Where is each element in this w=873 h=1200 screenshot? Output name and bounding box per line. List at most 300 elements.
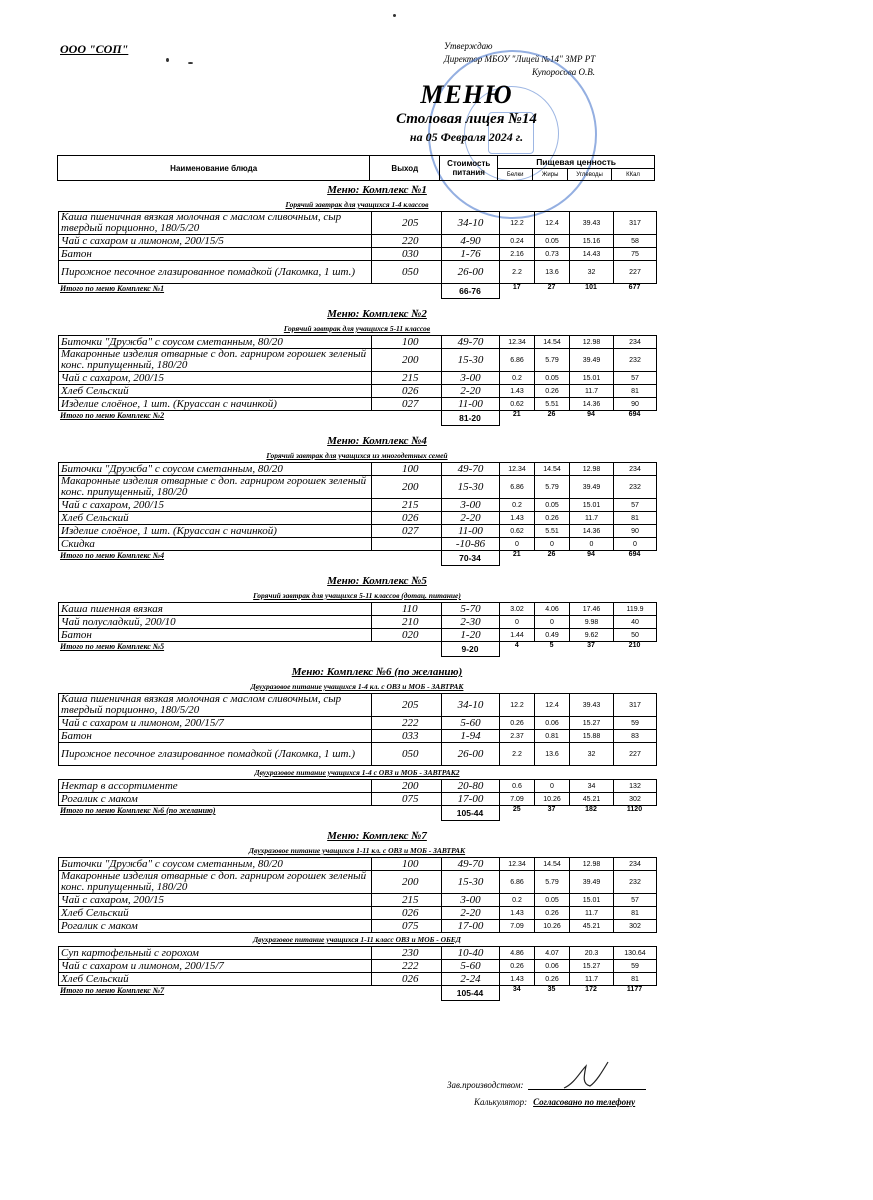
total-carbs: 94 bbox=[587, 551, 595, 558]
dish-kcal: 234 bbox=[614, 463, 657, 476]
total-price: 9-20 bbox=[441, 642, 499, 657]
dish-carbs: 12.98 bbox=[570, 463, 614, 476]
dish-price: 15-30 bbox=[442, 871, 500, 894]
dish-carbs: 34 bbox=[570, 780, 614, 793]
dish-price: -10-86 bbox=[442, 538, 500, 551]
dish-kcal: 90 bbox=[614, 398, 657, 411]
dish-fat: 0.49 bbox=[535, 629, 570, 642]
group-subtitle: Горячий завтрак для учащихся 5-11 классов bbox=[283, 324, 431, 333]
complex-section bbox=[58, 574, 656, 665]
total-protein: 4 bbox=[514, 642, 519, 649]
dish-price: 1-20 bbox=[442, 629, 500, 642]
dish-kcal: 75 bbox=[614, 248, 657, 261]
total-label: Итого по меню Комплекс №2 bbox=[60, 411, 165, 420]
dish-fat: 0 bbox=[535, 538, 570, 551]
dish-carbs: 32 bbox=[570, 261, 614, 284]
dish-row bbox=[59, 858, 657, 871]
dish-name: Чай с сахаром и лимоном, 200/15/7 bbox=[59, 960, 372, 973]
dish-row bbox=[59, 960, 657, 973]
dish-name: Чай с сахаром, 200/15 bbox=[59, 499, 372, 512]
dish-name: Чай с сахаром, 200/15 bbox=[59, 372, 372, 385]
complex-total bbox=[58, 642, 656, 657]
dish-carbs: 15.01 bbox=[570, 894, 614, 907]
complex-section bbox=[58, 665, 656, 829]
dish-kcal: 81 bbox=[614, 385, 657, 398]
dish-price: 3-00 bbox=[442, 372, 500, 385]
dish-row bbox=[59, 616, 657, 629]
dish-table bbox=[58, 693, 657, 766]
dish-price: 49-70 bbox=[442, 858, 500, 871]
dish-fat: 0.26 bbox=[535, 973, 570, 986]
total-carbs: 37 bbox=[587, 642, 595, 649]
dish-row bbox=[59, 261, 657, 284]
dish-fat: 5.79 bbox=[535, 476, 570, 499]
complex-total bbox=[58, 551, 656, 566]
dish-name: Хлеб Сельский bbox=[59, 973, 372, 986]
dish-carbs: 15.16 bbox=[570, 235, 614, 248]
total-label: Итого по меню Комплекс №4 bbox=[60, 551, 165, 560]
dish-price: 15-30 bbox=[442, 349, 500, 372]
dish-protein: 1.43 bbox=[500, 907, 535, 920]
dish-name: Макаронные изделия отварные с доп. гарниром горошек зеленый конс. припущенный, 180/20 bbox=[59, 476, 372, 499]
dish-price: 2-30 bbox=[442, 616, 500, 629]
dish-price: 34-10 bbox=[442, 694, 500, 717]
dish-output: 215 bbox=[372, 372, 442, 385]
dish-row bbox=[59, 398, 657, 411]
dish-output: 026 bbox=[372, 973, 442, 986]
approval-line: Утверждаю bbox=[444, 41, 493, 51]
dish-name: Хлеб Сельский bbox=[59, 385, 372, 398]
dish-output: 230 bbox=[372, 947, 442, 960]
dish-row bbox=[59, 629, 657, 642]
dish-table bbox=[58, 211, 657, 284]
dish-output: 215 bbox=[372, 499, 442, 512]
calculator-value: Согласовано по телефону bbox=[533, 1097, 636, 1107]
dish-protein: 12.34 bbox=[500, 858, 535, 871]
dish-fat: 0.05 bbox=[535, 372, 570, 385]
dish-price: 2-20 bbox=[442, 385, 500, 398]
complex-total bbox=[58, 411, 656, 426]
dish-output: 200 bbox=[372, 349, 442, 372]
dish-output: 020 bbox=[372, 629, 442, 642]
dish-table bbox=[58, 335, 657, 411]
dish-carbs: 39.49 bbox=[570, 349, 614, 372]
total-price: 66-76 bbox=[441, 284, 499, 299]
dish-output: 027 bbox=[372, 525, 442, 538]
dish-protein: 0 bbox=[500, 616, 535, 629]
column-protein-header: Белки bbox=[498, 169, 533, 181]
dish-fat: 0.26 bbox=[535, 512, 570, 525]
dish-fat: 4.06 bbox=[535, 603, 570, 616]
dish-price: 5-70 bbox=[442, 603, 500, 616]
dish-output: 220 bbox=[372, 235, 442, 248]
dish-output: 050 bbox=[372, 743, 442, 766]
dish-fat: 13.6 bbox=[535, 261, 570, 284]
dish-carbs: 39.43 bbox=[570, 694, 614, 717]
dish-name: Скидка bbox=[59, 538, 372, 551]
dish-price: 2-20 bbox=[442, 512, 500, 525]
dish-row bbox=[59, 235, 657, 248]
dish-carbs: 0 bbox=[570, 538, 614, 551]
dish-kcal: 59 bbox=[614, 960, 657, 973]
dish-row bbox=[59, 907, 657, 920]
dish-fat: 0.05 bbox=[535, 499, 570, 512]
total-protein: 17 bbox=[512, 284, 521, 291]
complex-title: Меню: Комплекс №7 bbox=[327, 830, 427, 842]
dish-protein: 0.2 bbox=[500, 372, 535, 385]
dish-protein: 1.44 bbox=[500, 629, 535, 642]
complex-total bbox=[58, 806, 656, 821]
dish-fat: 0.26 bbox=[535, 385, 570, 398]
dish-price: 49-70 bbox=[442, 336, 500, 349]
dish-protein: 2.37 bbox=[500, 730, 535, 743]
dish-fat: 10.26 bbox=[535, 793, 570, 806]
column-name-header: Наименование блюда bbox=[58, 156, 370, 181]
dish-row bbox=[59, 603, 657, 616]
dish-row bbox=[59, 920, 657, 933]
dish-name: Чай с сахаром, 200/15 bbox=[59, 894, 372, 907]
dish-price: 3-00 bbox=[442, 894, 500, 907]
dish-fat: 0.26 bbox=[535, 907, 570, 920]
total-kcal: 1120 bbox=[626, 806, 643, 813]
dish-carbs: 14.36 bbox=[570, 398, 614, 411]
dish-output: 033 bbox=[372, 730, 442, 743]
dish-row bbox=[59, 894, 657, 907]
page-subtitle: Столовая лицея №14 bbox=[396, 111, 537, 127]
dish-protein: 1.43 bbox=[500, 973, 535, 986]
menu-body bbox=[58, 183, 656, 1001]
total-protein: 25 bbox=[512, 806, 521, 813]
dish-table bbox=[58, 462, 657, 551]
column-fat-header: Жиры bbox=[533, 169, 568, 181]
total-fat: 26 bbox=[547, 551, 556, 558]
total-fat: 35 bbox=[547, 986, 556, 993]
dish-price: 15-30 bbox=[442, 476, 500, 499]
dish-protein: 0.62 bbox=[500, 398, 535, 411]
dish-protein: 3.02 bbox=[500, 603, 535, 616]
total-label: Итого по меню Комплекс №6 (по желанию) bbox=[60, 806, 216, 815]
dish-carbs: 39.43 bbox=[570, 212, 614, 235]
dish-output: 110 bbox=[372, 603, 442, 616]
dish-fat: 14.54 bbox=[535, 463, 570, 476]
dish-row bbox=[59, 476, 657, 499]
total-protein: 21 bbox=[512, 551, 521, 558]
dish-name: Чай с сахаром и лимоном, 200/15/7 bbox=[59, 717, 372, 730]
dish-row bbox=[59, 463, 657, 476]
group-subtitle: Горячий завтрак для учащихся из многодетных семей bbox=[266, 451, 448, 460]
dish-name: Биточки "Дружба" с соусом сметанным, 80/20 bbox=[59, 336, 372, 349]
dish-name: Каша пшеничная вязкая молочная с маслом сливочным, сыр твердый порционно, 180/5/20 bbox=[59, 212, 372, 235]
dish-carbs: 9.98 bbox=[570, 616, 614, 629]
handwritten-signature-icon bbox=[560, 1058, 620, 1094]
dish-fat: 12.4 bbox=[535, 694, 570, 717]
dish-name: Каша пшенная вязкая bbox=[59, 603, 372, 616]
dish-price: 4-90 bbox=[442, 235, 500, 248]
dish-kcal: 234 bbox=[614, 336, 657, 349]
total-price: 105-44 bbox=[441, 986, 499, 1001]
complex-title: Меню: Комплекс №1 bbox=[327, 184, 427, 196]
dish-name: Пирожное песочное глазированное помадкой (Лакомка, 1 шт.) bbox=[59, 261, 372, 284]
dish-output: 200 bbox=[372, 871, 442, 894]
dish-kcal: 81 bbox=[614, 907, 657, 920]
dish-protein: 12.34 bbox=[500, 336, 535, 349]
dish-name: Рогалик с маком bbox=[59, 793, 372, 806]
dish-output: 027 bbox=[372, 398, 442, 411]
dish-fat: 12.4 bbox=[535, 212, 570, 235]
dish-carbs: 45.21 bbox=[570, 793, 614, 806]
dish-price: 34-10 bbox=[442, 212, 500, 235]
dish-carbs: 32 bbox=[570, 743, 614, 766]
total-kcal: 694 bbox=[628, 411, 641, 418]
dish-kcal: 57 bbox=[614, 499, 657, 512]
group-subtitle: Горячий завтрак для учащихся 5-11 классов (дотац. питание) bbox=[253, 591, 461, 600]
total-protein: 21 bbox=[512, 411, 521, 418]
dish-name: Макаронные изделия отварные с доп. гарниром горошек зеленый конс. припущенный, 180/20 bbox=[59, 349, 372, 372]
production-manager-label: Зав.производством: bbox=[447, 1080, 524, 1090]
dish-protein: 6.86 bbox=[500, 349, 535, 372]
dish-name: Хлеб Сельский bbox=[59, 907, 372, 920]
dish-row bbox=[59, 973, 657, 986]
dish-row bbox=[59, 372, 657, 385]
dish-kcal: 132 bbox=[614, 780, 657, 793]
dish-name: Биточки "Дружба" с соусом сметанным, 80/20 bbox=[59, 463, 372, 476]
dish-name: Нектар в ассортименте bbox=[59, 780, 372, 793]
dish-output: 050 bbox=[372, 261, 442, 284]
dish-protein: 7.09 bbox=[500, 793, 535, 806]
dish-output: 210 bbox=[372, 616, 442, 629]
dish-table bbox=[58, 857, 657, 933]
complex-title: Меню: Комплекс №5 bbox=[327, 575, 427, 587]
dish-protein: 6.86 bbox=[500, 871, 535, 894]
dish-carbs: 11.7 bbox=[570, 385, 614, 398]
dish-price: 11-00 bbox=[442, 525, 500, 538]
complex-section bbox=[58, 307, 656, 434]
group-subtitle: Двухразовое питание учащихся 1-4 кл. с ОВЗ и МОБ - ЗАВТРАК bbox=[250, 682, 464, 691]
dish-table bbox=[58, 946, 657, 986]
dish-output: 026 bbox=[372, 385, 442, 398]
dish-carbs: 15.88 bbox=[570, 730, 614, 743]
dish-name: Макаронные изделия отварные с доп. гарниром горошек зеленый конс. припущенный, 180/20 bbox=[59, 871, 372, 894]
dish-carbs: 11.7 bbox=[570, 512, 614, 525]
dish-price: 17-00 bbox=[442, 920, 500, 933]
dish-row bbox=[59, 780, 657, 793]
column-header-table bbox=[57, 155, 655, 181]
total-kcal: 210 bbox=[628, 642, 641, 649]
dish-carbs: 15.27 bbox=[570, 960, 614, 973]
group-subtitle: Двухразовое питание учащихся 1-11 класс ОВЗ и МОБ - ОБЕД bbox=[253, 935, 461, 944]
dish-kcal: 90 bbox=[614, 525, 657, 538]
total-carbs: 94 bbox=[587, 411, 595, 418]
total-fat: 37 bbox=[547, 806, 556, 813]
dish-output: 100 bbox=[372, 336, 442, 349]
dish-row bbox=[59, 512, 657, 525]
total-kcal: 1177 bbox=[626, 986, 643, 993]
column-output-header: Выход bbox=[370, 156, 440, 181]
dish-price: 11-00 bbox=[442, 398, 500, 411]
dish-kcal: 40 bbox=[614, 616, 657, 629]
dish-fat: 0.05 bbox=[535, 235, 570, 248]
dish-protein: 1.43 bbox=[500, 385, 535, 398]
dish-price: 1-76 bbox=[442, 248, 500, 261]
dish-carbs: 11.7 bbox=[570, 973, 614, 986]
dish-price: 26-00 bbox=[442, 261, 500, 284]
dish-row bbox=[59, 743, 657, 766]
dish-carbs: 39.49 bbox=[570, 476, 614, 499]
dish-name: Изделие слоёное, 1 шт. (Круассан с начинкой) bbox=[59, 398, 372, 411]
total-fat: 27 bbox=[547, 284, 556, 291]
total-kcal: 677 bbox=[628, 284, 641, 291]
dish-output: 222 bbox=[372, 960, 442, 973]
column-kcal-header: ККал bbox=[612, 169, 655, 181]
dish-kcal: 59 bbox=[614, 717, 657, 730]
dish-carbs: 39.49 bbox=[570, 871, 614, 894]
dish-kcal: 81 bbox=[614, 512, 657, 525]
complex-section bbox=[58, 829, 656, 1001]
dish-kcal: 317 bbox=[614, 212, 657, 235]
total-kcal: 694 bbox=[628, 551, 641, 558]
dish-protein: 4.86 bbox=[500, 947, 535, 960]
dish-protein: 12.2 bbox=[500, 212, 535, 235]
dish-output: 215 bbox=[372, 894, 442, 907]
dish-fat: 13.6 bbox=[535, 743, 570, 766]
complex-total bbox=[58, 284, 656, 299]
total-carbs: 101 bbox=[585, 284, 597, 291]
dish-output: 205 bbox=[372, 694, 442, 717]
column-carbs-header: Углеводы bbox=[568, 169, 612, 181]
dish-carbs: 12.98 bbox=[570, 336, 614, 349]
total-carbs: 172 bbox=[585, 986, 597, 993]
complex-section bbox=[58, 434, 656, 574]
dish-fat: 0.05 bbox=[535, 894, 570, 907]
dish-row bbox=[59, 947, 657, 960]
dish-row bbox=[59, 730, 657, 743]
dish-row bbox=[59, 538, 657, 551]
approval-line: Директор МБОУ "Лицей №14" ЗМР РТ bbox=[444, 54, 596, 64]
total-label: Итого по меню Комплекс №7 bbox=[60, 986, 165, 995]
dish-output: 030 bbox=[372, 248, 442, 261]
dish-name: Батон bbox=[59, 248, 372, 261]
dish-output: 222 bbox=[372, 717, 442, 730]
dish-fat: 14.54 bbox=[535, 858, 570, 871]
dish-output: 100 bbox=[372, 463, 442, 476]
scan-speck bbox=[188, 62, 193, 64]
dish-protein: 2.2 bbox=[500, 261, 535, 284]
dish-output: 075 bbox=[372, 920, 442, 933]
column-price-header: Стоимость питания bbox=[440, 156, 498, 181]
dish-name: Изделие слоёное, 1 шт. (Круассан с начинкой) bbox=[59, 525, 372, 538]
dish-kcal: 57 bbox=[614, 894, 657, 907]
dish-row bbox=[59, 499, 657, 512]
dish-protein: 0.2 bbox=[500, 499, 535, 512]
complex-section bbox=[58, 183, 656, 307]
total-price: 105-44 bbox=[441, 806, 499, 821]
dish-protein: 12.34 bbox=[500, 463, 535, 476]
total-fat: 26 bbox=[547, 411, 556, 418]
total-carbs: 182 bbox=[585, 806, 597, 813]
dish-row bbox=[59, 349, 657, 372]
dish-output: 026 bbox=[372, 907, 442, 920]
dish-name: Хлеб Сельский bbox=[59, 512, 372, 525]
dish-output: 026 bbox=[372, 512, 442, 525]
dish-carbs: 15.01 bbox=[570, 372, 614, 385]
dish-kcal: 317 bbox=[614, 694, 657, 717]
dish-protein: 1.43 bbox=[500, 512, 535, 525]
dish-carbs: 9.62 bbox=[570, 629, 614, 642]
dish-price: 49-70 bbox=[442, 463, 500, 476]
dish-row bbox=[59, 212, 657, 235]
dish-carbs: 20.3 bbox=[570, 947, 614, 960]
complex-title: Меню: Комплекс №6 (по желанию) bbox=[291, 666, 463, 678]
dish-kcal: 57 bbox=[614, 372, 657, 385]
dish-fat: 0.06 bbox=[535, 717, 570, 730]
dish-kcal: 0 bbox=[614, 538, 657, 551]
dish-protein: 6.86 bbox=[500, 476, 535, 499]
total-label: Итого по меню Комплекс №5 bbox=[60, 642, 165, 651]
dish-kcal: 232 bbox=[614, 349, 657, 372]
total-price: 70-34 bbox=[441, 551, 499, 566]
dish-name: Чай полусладкий, 200/10 bbox=[59, 616, 372, 629]
page-title: МЕНЮ bbox=[420, 80, 513, 109]
dish-kcal: 81 bbox=[614, 973, 657, 986]
dish-output: 100 bbox=[372, 858, 442, 871]
complex-total bbox=[58, 986, 656, 1001]
dish-row bbox=[59, 385, 657, 398]
dish-name: Каша пшеничная вязкая молочная с маслом сливочным, сыр твердый порционно, 180/5/20 bbox=[59, 694, 372, 717]
dish-row bbox=[59, 248, 657, 261]
dish-protein: 12.2 bbox=[500, 694, 535, 717]
dish-row bbox=[59, 871, 657, 894]
dish-protein: 0 bbox=[500, 538, 535, 551]
dish-price: 17-00 bbox=[442, 793, 500, 806]
dish-carbs: 15.01 bbox=[570, 499, 614, 512]
scan-speck bbox=[393, 14, 396, 17]
dish-kcal: 227 bbox=[614, 261, 657, 284]
dish-fat: 5.79 bbox=[535, 349, 570, 372]
total-price: 81-20 bbox=[441, 411, 499, 426]
dish-output: 200 bbox=[372, 780, 442, 793]
dish-price: 26-00 bbox=[442, 743, 500, 766]
dish-name: Батон bbox=[59, 730, 372, 743]
dish-price: 5-60 bbox=[442, 960, 500, 973]
dish-fat: 0.81 bbox=[535, 730, 570, 743]
dish-kcal: 83 bbox=[614, 730, 657, 743]
dish-fat: 5.79 bbox=[535, 871, 570, 894]
dish-price: 2-20 bbox=[442, 907, 500, 920]
dish-name: Чай с сахаром и лимоном, 200/15/5 bbox=[59, 235, 372, 248]
dish-kcal: 227 bbox=[614, 743, 657, 766]
dish-kcal: 58 bbox=[614, 235, 657, 248]
group-subtitle: Горячий завтрак для учащихся 1-4 классов bbox=[285, 200, 429, 209]
menu-date: на 05 Февраля 2024 г. bbox=[409, 130, 524, 144]
total-label: Итого по меню Комплекс №1 bbox=[60, 284, 165, 293]
dish-protein: 0.6 bbox=[500, 780, 535, 793]
dish-row bbox=[59, 336, 657, 349]
dish-fat: 10.26 bbox=[535, 920, 570, 933]
dish-protein: 2.16 bbox=[500, 248, 535, 261]
dish-table bbox=[58, 602, 657, 642]
dish-kcal: 234 bbox=[614, 858, 657, 871]
dish-output: 200 bbox=[372, 476, 442, 499]
dish-kcal: 50 bbox=[614, 629, 657, 642]
dish-protein: 2.2 bbox=[500, 743, 535, 766]
dish-carbs: 14.36 bbox=[570, 525, 614, 538]
dish-protein: 0.26 bbox=[500, 960, 535, 973]
dish-carbs: 12.98 bbox=[570, 858, 614, 871]
dish-kcal: 232 bbox=[614, 871, 657, 894]
dish-output: 075 bbox=[372, 793, 442, 806]
complex-title: Меню: Комплекс №2 bbox=[327, 308, 427, 320]
dish-row bbox=[59, 717, 657, 730]
